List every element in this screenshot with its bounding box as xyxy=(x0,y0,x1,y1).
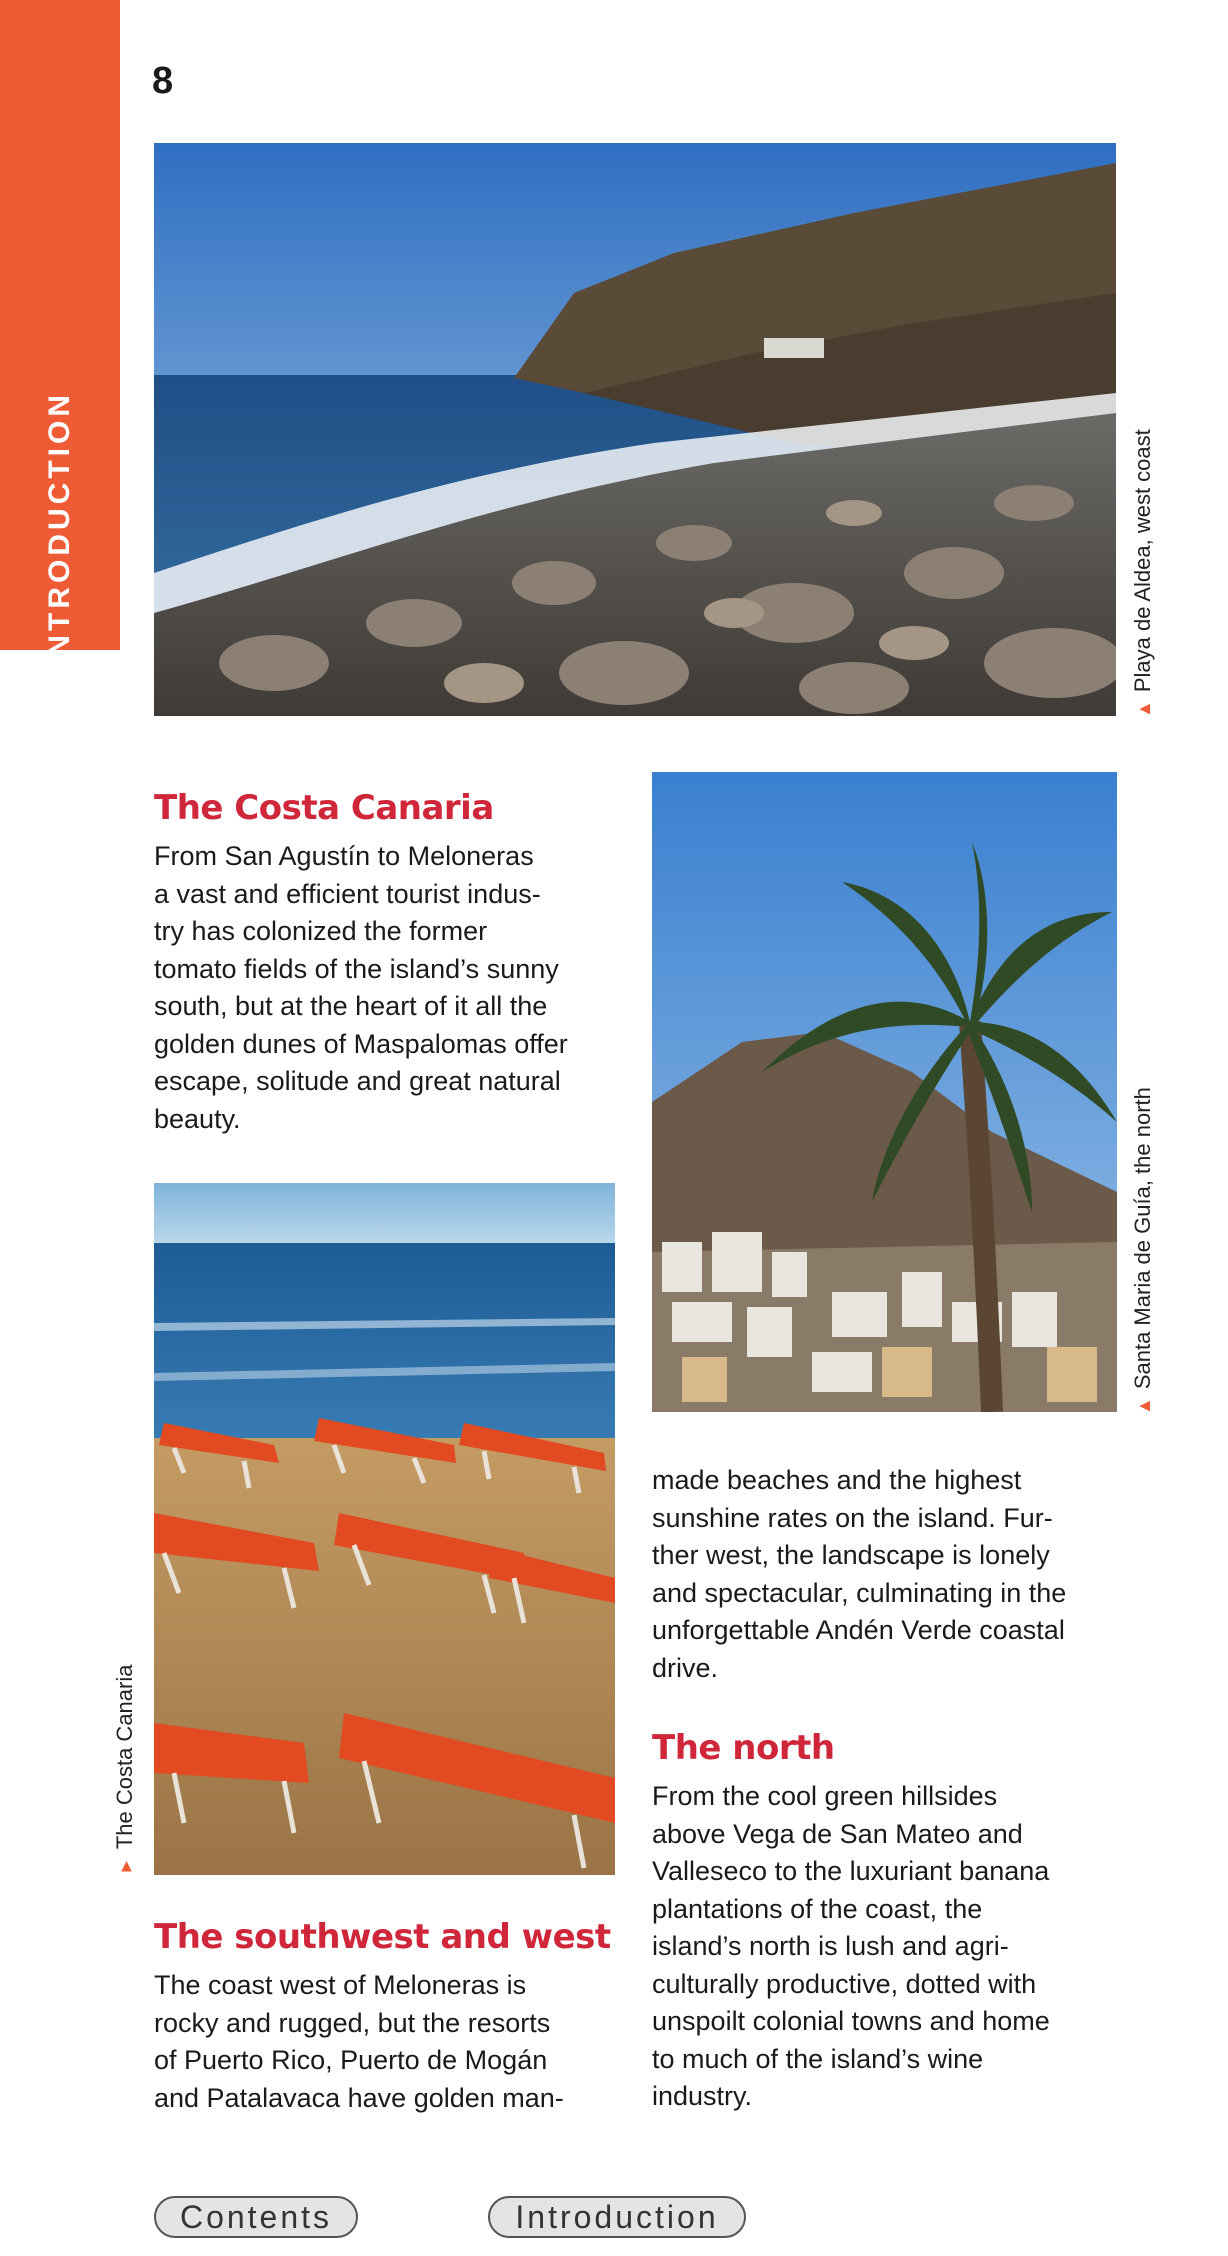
caption-triangle-icon: ▲ xyxy=(1134,1397,1154,1415)
heading-costa-canaria: The Costa Canaria xyxy=(154,788,494,828)
page-number: 8 xyxy=(152,60,174,102)
photo-santa-maria-de-guia xyxy=(652,772,1117,1412)
text-southwest-west-continued: made beaches and the highest sunshine rates on the island. Fur- ther west, the landscape is lonely and spectacular, culminating in the unforgettable Andén Verde coastal drive. xyxy=(652,1465,1067,1683)
section-tab xyxy=(0,0,120,669)
caption-santa-maria-de-guia: ▲Santa Maria de Guía, the north xyxy=(1130,1087,1155,1415)
introduction-button[interactable]: Introduction xyxy=(488,2196,746,2238)
section-tab-label: INTRODUCTION xyxy=(43,391,76,669)
caption-playa-de-aldea: ▲Playa de Aldea, west coast xyxy=(1130,429,1155,718)
caption-triangle-icon: ▲ xyxy=(1134,700,1154,718)
caption-triangle-icon: ▲ xyxy=(117,1855,136,1876)
heading-southwest-west: The southwest and west xyxy=(154,1917,611,1957)
text-costa-canaria: From San Agustín to Meloneras a vast and efficient tourist indus- try has colonized the former tomato fields of the island’s sunny south, but at the heart of it all the golden dunes of Maspalomas offer escape, solitude and great natural beauty. xyxy=(154,841,568,1134)
text-southwest-west: The coast west of Meloneras is rocky and rugged, but the resorts of Puerto Rico, Puerto de Mogán and Patalavaca have golden man- xyxy=(154,1970,564,2113)
photo-playa-de-aldea xyxy=(154,143,1116,716)
heading-north: The north xyxy=(652,1728,835,1768)
contents-button[interactable]: Contents xyxy=(154,2196,358,2238)
text-north: From the cool green hillsides above Vega de San Mateo and Valleseco to the luxuriant banana plantations of the coast, the island’s north is lush and agri- culturally productive, dotted with unspoilt colonial towns and home to much of the island’s wine industry. xyxy=(652,1781,1050,2111)
caption-costa-canaria: ▲The Costa Canaria xyxy=(112,1664,137,1876)
photo-costa-canaria xyxy=(154,1183,615,1875)
